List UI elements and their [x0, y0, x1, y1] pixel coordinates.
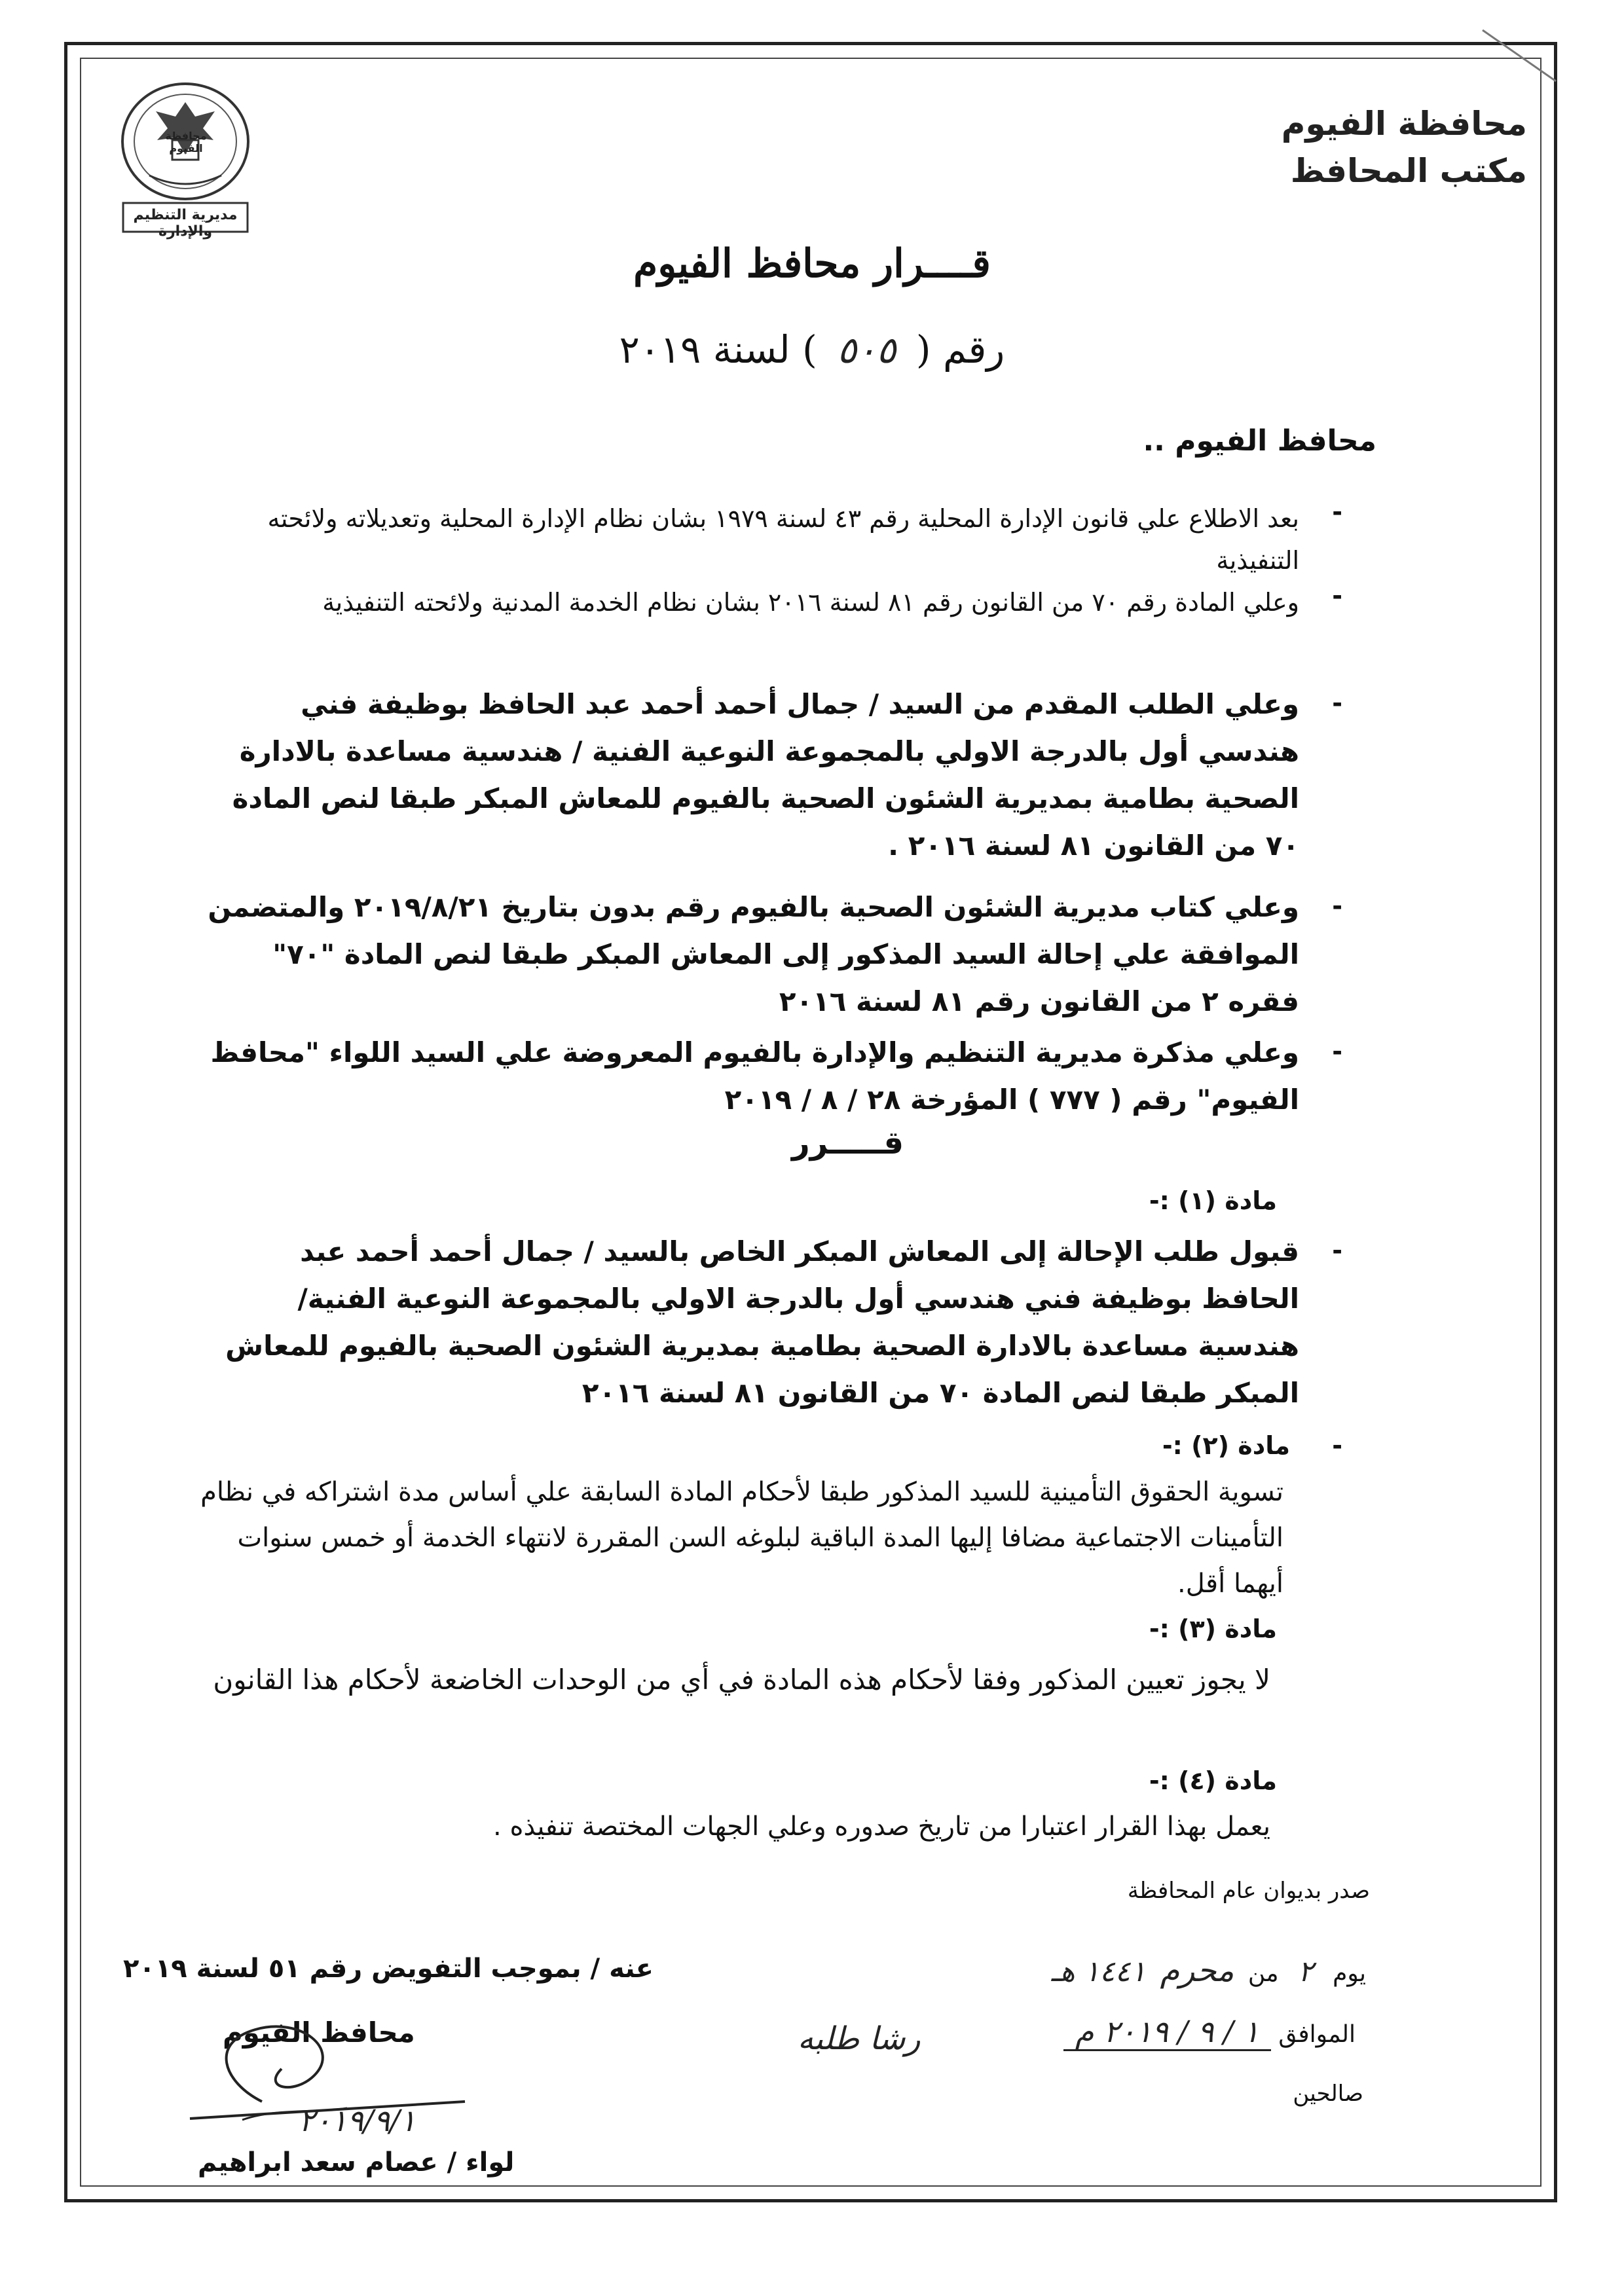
day-value: ٢	[1298, 1955, 1314, 1988]
hijri-date-line	[1051, 1952, 1366, 1989]
signatory-name: لواء / عصام سعد ابراهيم	[198, 2147, 515, 2178]
decides-heading: قـــــرر	[792, 1125, 904, 1161]
article-1-label: مادة (١) :-	[1149, 1186, 1277, 1215]
scan-fold-mark	[1480, 26, 1559, 85]
handwritten-initials: رشا طلبه	[798, 2020, 921, 2057]
article-4-text: يعمل بهذا القرار اعتبارا من تاريخ صدوره وعلي الجهات المختصة تنفيذه .	[493, 1812, 1270, 1842]
hijri-from: من	[1247, 1960, 1279, 1987]
preamble-paragraph-5: وعلي مذكرة مديرية التنظيم والإدارة بالفيوم المعروضة علي السيد اللواء "محافظ الفيوم" رقم ( ٧٧٧ ) المؤرخة ٢٨ / ٨ / ٢٠١٩	[210, 1036, 1299, 1116]
issued-at: صدر بديوان عام المحافظة	[1127, 1878, 1370, 1904]
decree-intro: محافظ الفيوم ..	[1143, 424, 1376, 458]
article-3-label: مادة (٣) :-	[1149, 1614, 1277, 1643]
bullet-marker: -	[1332, 1236, 1342, 1265]
bullet-marker: -	[1332, 689, 1342, 718]
decree-number	[0, 327, 1624, 372]
preamble-paragraph-2: وعلي المادة رقم ٧٠ من القانون رقم ٨١ لسنة ٢٠١٦ بشان نظام الخدمة المدنية ولائحته التنفيذية	[322, 588, 1299, 617]
clerk-name: صالحين	[1293, 2081, 1363, 2107]
decree-number-value: ٥٠٥	[837, 329, 896, 372]
bullet-marker: -	[1332, 498, 1342, 526]
hijri-month: محرم	[1160, 1952, 1234, 1989]
bullet-marker: -	[1332, 892, 1342, 920]
signature-title: محافظ الفيوم	[223, 2016, 415, 2049]
official-seal	[110, 77, 261, 241]
corresponding-label: الموافق	[1278, 2021, 1356, 2048]
gregorian-date-line	[1063, 2014, 1356, 2049]
seal-caption: مديرية التنظيم والإدارة	[133, 207, 238, 240]
decree-title: قــــرار محافظ الفيوم	[633, 241, 991, 287]
gregorian-date: ١ / ٩ / ٢٠١٩ م	[1063, 2014, 1271, 2051]
handwritten-signature-date: ٢٠١٩/٩/١	[299, 2103, 416, 2138]
preamble-paragraph-1: بعد الاطلاع علي قانون الإدارة المحلية رقم ٤٣ لسنة ١٩٧٩ بشان نظام الإدارة المحلية وتعديلاته ولائحته التنفيذية	[267, 504, 1299, 575]
article-2-label: مادة (٢) :-	[1162, 1431, 1290, 1460]
bullet-marker: -	[1332, 1431, 1342, 1460]
decree-number-suffix: ) لسنة ٢٠١٩	[619, 327, 817, 372]
article-4-label: مادة (٤) :-	[1149, 1766, 1277, 1795]
article-1-text: قبول طلب الإحالة إلى المعاش المبكر الخاص بالسيد / جمال أحمد أحمد عبد الحافظ بوظيفة فني هندسي أول بالدرجة الاولي بالمجموعة النوعية الفنية/ هندسية مساعدة بالادارة الصحية بطامية بمديرية الشئون الصحية بالفيوم للمعاش المبكر طبقا لنص المادة ٧٠ من القانون ٨١ لسنة ٢٠١٦	[225, 1235, 1299, 1409]
article-3-text: لا يجوز تعيين المذكور وفقا لأحكام هذه المادة في أي من الوحدات الخاضعة لأحكام هذا القانون	[213, 1664, 1270, 1696]
bullet-marker: -	[1332, 581, 1342, 610]
article-2-text: تسوية الحقوق التأمينية للسيد المذكور طبقا لأحكام المادة السابقة علي أساس مدة اشتراكه في نظام التأمينات الاجتماعية مضافا إليها المدة الباقية لبلوغه السن المقررة لانتهاء الخدمة أو خمس سنوات أيهما أقل.	[200, 1477, 1283, 1599]
preamble-paragraph-4: وعلي كتاب مديرية الشئون الصحية بالفيوم رقم بدون بتاريخ ٢٠١٩/٨/٢١ والمتضمن الموافقة علي إحالة السيد المذكور إلى المعاش المبكر طبقا لنص المادة "٧٠" فقره ٢ من القانون رقم ٨١ لسنة ٢٠١٦	[208, 891, 1299, 1017]
hijri-year: ١٤٤١ هـ	[1051, 1955, 1147, 1988]
header-governorate: محافظة الفيوم	[1281, 105, 1527, 143]
delegation-line: عنه / بموجب التفويض رقم ٥١ لسنة ٢٠١٩	[123, 1954, 654, 1984]
day-label: يوم	[1333, 1960, 1366, 1987]
preamble-paragraph-3: وعلي الطلب المقدم من السيد / جمال أحمد أحمد عبد الحافظ بوظيفة فني هندسي أول بالدرجة الاولي بالمجموعة النوعية الفنية / هندسية مساعدة بالادارة الصحية بطامية بمديرية الشئون الصحية بالفيوم للمعاش المبكر طبقا لنص المادة ٧٠ من القانون ٨١ لسنة ٢٠١٦ .	[232, 688, 1299, 862]
bullet-marker: -	[1332, 1037, 1342, 1066]
header-office: مكتب المحافظ	[1290, 152, 1527, 190]
decree-number-prefix: رقم (	[915, 327, 1005, 372]
seal-inner-text: محافظة الفيوم	[165, 130, 207, 155]
